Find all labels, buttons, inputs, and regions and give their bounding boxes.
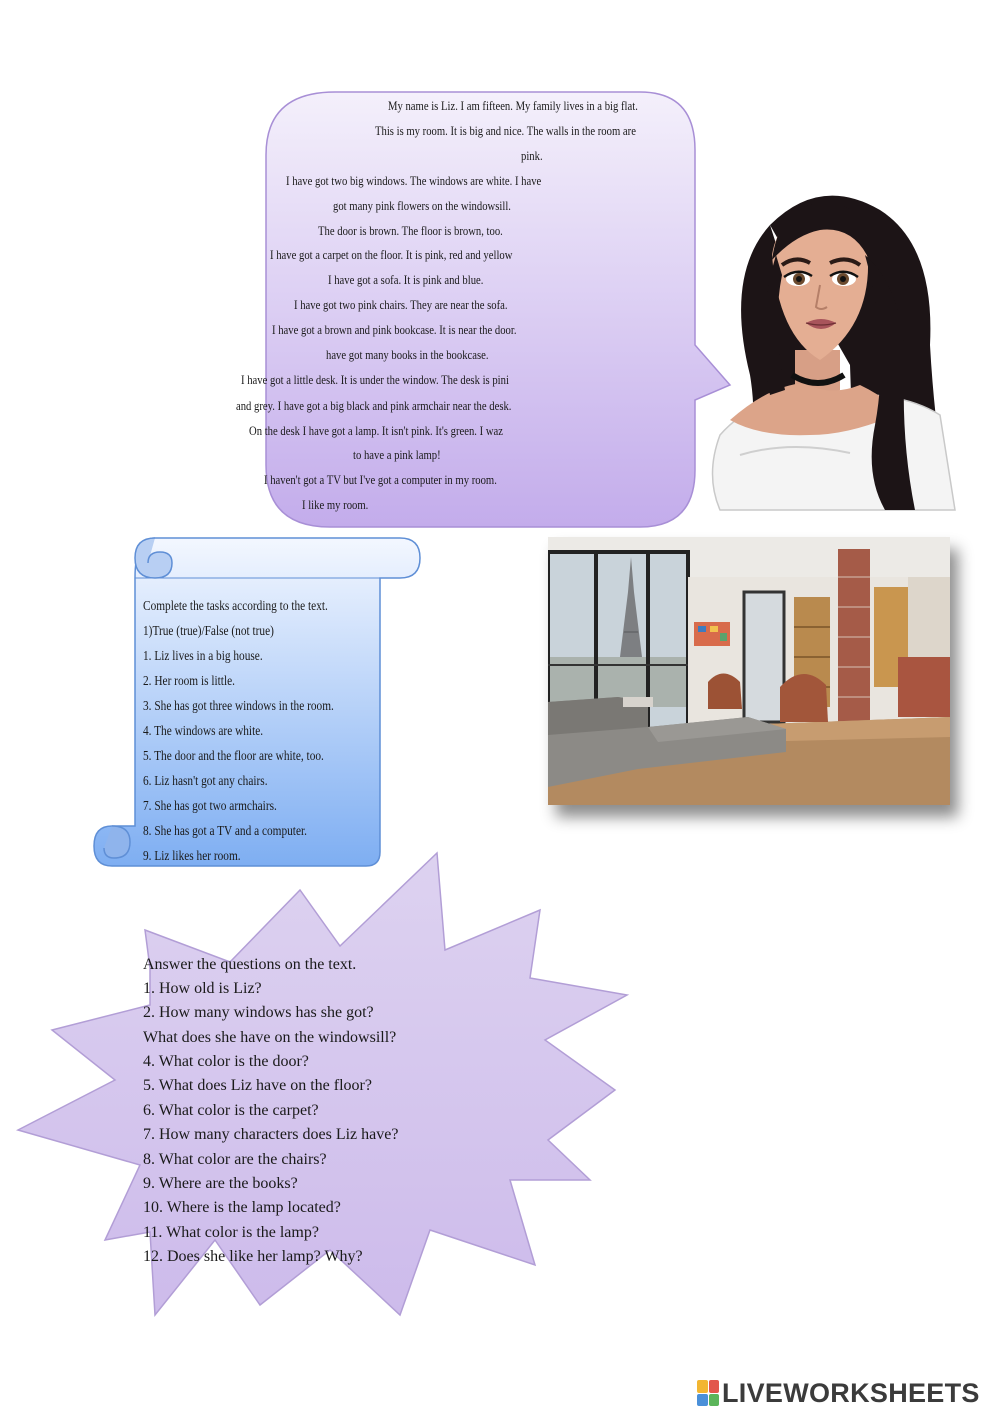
question-item: 2. How many windows has she got?	[143, 1004, 374, 1021]
task-heading: 1)True (true)/False (not true)	[143, 623, 274, 638]
story-line: pink.	[521, 148, 543, 163]
question-item: 7. How many characters does Liz have?	[143, 1126, 399, 1143]
statement-item: 5. The door and the floor are white, too.	[143, 748, 324, 763]
task-intro: Complete the tasks according to the text.	[143, 598, 328, 613]
story-line: and grey. I have got a big black and pink armchair near the desk.	[236, 398, 512, 413]
question-item: 10. Where is the lamp located?	[143, 1199, 341, 1216]
statement-item: 9. Liz likes her room.	[143, 848, 241, 863]
question-item: 11. What color is the lamp?	[143, 1224, 319, 1241]
girl-illustration	[700, 185, 965, 520]
story-line: got many pink flowers on the windowsill.	[333, 198, 511, 213]
story-line: I have got two pink chairs. They are near the sofa.	[294, 297, 508, 312]
questions-heading: Answer the questions on the text.	[143, 956, 357, 973]
story-line: I have got a carpet on the floor. It is pink, red and yellow	[270, 247, 513, 262]
question-item: 5. What does Liz have on the floor?	[143, 1077, 372, 1094]
story-line: I have got a little desk. It is under the window. The desk is pini	[241, 372, 509, 387]
statement-item: 7. She has got two armchairs.	[143, 798, 277, 813]
liveworksheets-logo[interactable]	[697, 1376, 980, 1410]
logo-badge-icon	[697, 1380, 719, 1406]
story-line: I have got a brown and pink bookcase. It is near the door.	[272, 322, 517, 337]
living-room-photo	[548, 537, 950, 805]
story-line: I haven't got a TV but I've got a computer in my room.	[264, 472, 497, 487]
question-item: 1. How old is Liz?	[143, 980, 262, 997]
story-line: I have got two big windows. The windows are white. I have	[286, 173, 542, 188]
question-item: What does she have on the windowsill?	[143, 1029, 397, 1046]
question-item: 8. What color are the chairs?	[143, 1151, 327, 1168]
logo-text: LIVEWORKSHEETS	[722, 1377, 980, 1408]
story-line: have got many books in the bookcase.	[326, 347, 489, 362]
question-item: 6. What color is the carpet?	[143, 1102, 319, 1119]
story-line: On the desk I have got a lamp. It isn't pink. It's green. I waz	[249, 423, 503, 438]
story-line: to have a pink lamp!	[353, 447, 441, 462]
question-item: 12. Does she like her lamp? Why?	[143, 1248, 363, 1265]
story-line: This is my room. It is big and nice. The walls in the room are	[375, 123, 636, 138]
statement-item: 6. Liz hasn't got any chairs.	[143, 773, 268, 788]
story-line: I have got a sofa. It is pink and blue.	[328, 272, 484, 287]
question-item: 4. What color is the door?	[143, 1053, 309, 1070]
story-line: The door is brown. The floor is brown, too.	[318, 223, 503, 238]
statement-item: 1. Liz lives in a big house.	[143, 648, 263, 663]
story-line: My name is Liz. I am fifteen. My family lives in a big flat.	[388, 98, 638, 113]
statement-item: 3. She has got three windows in the room.	[143, 698, 334, 713]
question-item: 9. Where are the books?	[143, 1175, 298, 1192]
statement-item: 2. Her room is little.	[143, 673, 235, 688]
statement-item: 8. She has got a TV and a computer.	[143, 823, 307, 838]
story-line: I like my room.	[302, 497, 369, 512]
statement-item: 4. The windows are white.	[143, 723, 264, 738]
